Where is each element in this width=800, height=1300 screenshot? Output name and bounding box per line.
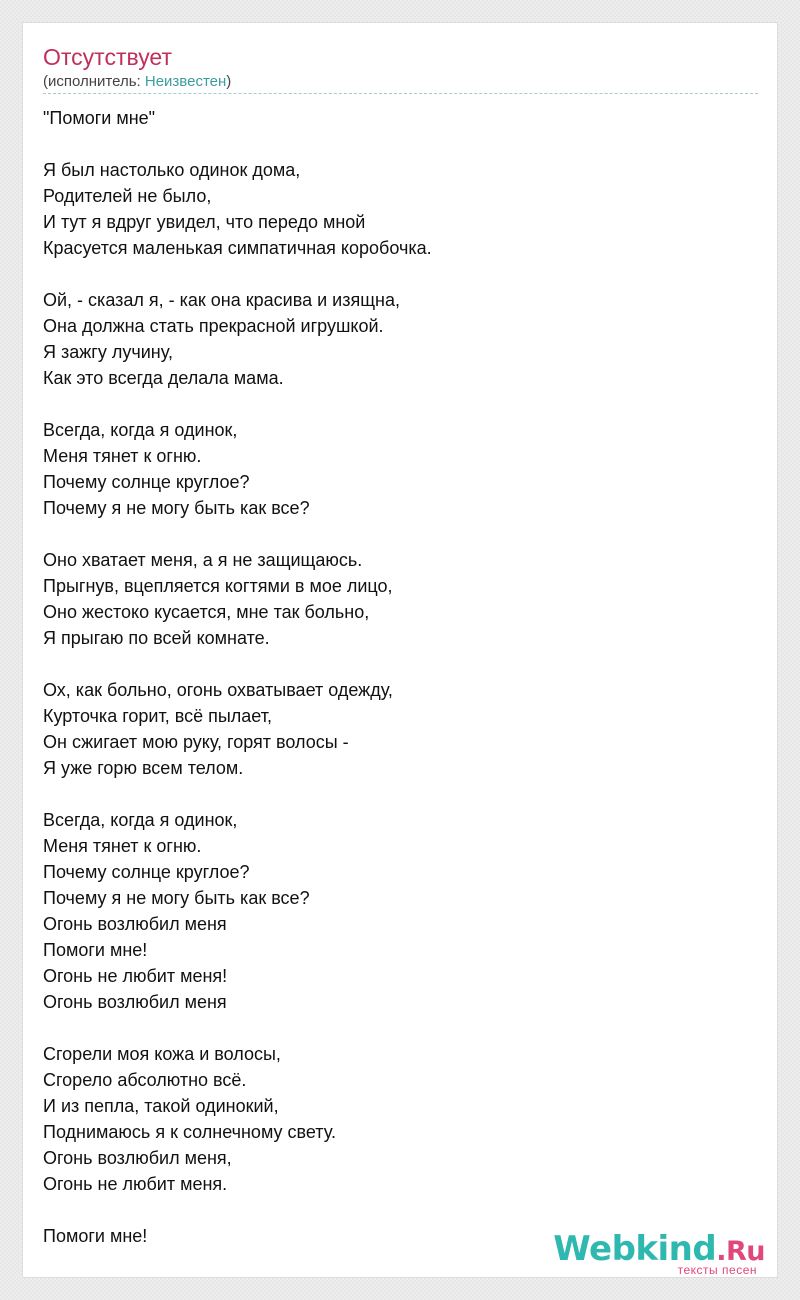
lyrics-line: Почему солнце круглое? bbox=[43, 472, 250, 492]
lyrics-line: Огонь возлюбил меня bbox=[43, 992, 227, 1012]
lyrics-line: Я уже горю всем телом. bbox=[43, 758, 244, 778]
artist-suffix: ) bbox=[226, 73, 232, 90]
lyrics-line: Огонь возлюбил меня bbox=[43, 914, 227, 934]
lyrics-blank-line bbox=[43, 651, 758, 677]
lyrics-blank-line bbox=[43, 391, 758, 417]
lyrics-line: Оно хватает меня, а я не защищаюсь. bbox=[43, 550, 363, 570]
lyrics-blank-line bbox=[43, 131, 758, 157]
lyrics-text bbox=[43, 105, 758, 1249]
lyrics-line: Поднимаюсь я к солнечному свету. bbox=[43, 1122, 336, 1142]
lyrics-line: Он сжигает мою руку, горят волосы - bbox=[43, 732, 349, 752]
lyrics-line: Сгорело абсолютно всё. bbox=[43, 1070, 247, 1090]
logo-tagline: тексты песен bbox=[677, 1263, 757, 1277]
lyrics-line: И из пепла, такой одинокий, bbox=[43, 1096, 279, 1116]
lyrics-line: Она должна стать прекрасной игрушкой. bbox=[43, 316, 384, 336]
lyrics-line: Огонь не любит меня! bbox=[43, 966, 228, 986]
lyrics-line: Огонь не любит меня. bbox=[43, 1174, 228, 1194]
lyrics-line: Меня тянет к огню. bbox=[43, 836, 202, 856]
lyrics-line: Сгорели моя кожа и волосы, bbox=[43, 1044, 281, 1064]
lyrics-blank-line bbox=[43, 261, 758, 287]
lyrics-line: Как это всегда делала мама. bbox=[43, 368, 284, 388]
lyrics-line: "Помоги мне" bbox=[43, 108, 156, 128]
lyrics-blank-line bbox=[43, 781, 758, 807]
lyrics-blank-line bbox=[43, 521, 758, 547]
lyrics-line: Я зажгу лучину, bbox=[43, 342, 173, 362]
lyrics-line: Огонь возлюбил меня, bbox=[43, 1148, 232, 1168]
lyrics-line: Прыгнув, вцепляется когтями в мое лицо, bbox=[43, 576, 393, 596]
song-title: Отсутствует bbox=[43, 44, 172, 70]
lyrics-card bbox=[22, 22, 778, 1278]
artist-link[interactable]: Неизвестен bbox=[144, 73, 227, 90]
lyrics-line: Я был настолько одинок дома, bbox=[43, 160, 301, 180]
lyrics-line: Меня тянет к огню. bbox=[43, 446, 202, 466]
lyrics-line: Всегда, когда я одинок, bbox=[43, 810, 238, 830]
lyrics-line: Помоги мне! bbox=[43, 1226, 148, 1246]
lyrics-line: Родителей не было, bbox=[43, 186, 212, 206]
lyrics-line: Ой, - сказал я, - как она красива и изящна, bbox=[43, 290, 400, 310]
lyrics-line: Почему я не могу быть как все? bbox=[43, 888, 310, 908]
lyrics-line: И тут я вдруг увидел, что передо мной bbox=[43, 212, 366, 232]
site-logo[interactable] bbox=[553, 1230, 765, 1275]
lyrics-line: Я прыгаю по всей комнате. bbox=[43, 628, 270, 648]
lyrics-blank-line bbox=[43, 1197, 758, 1223]
logo-name: Webkind bbox=[553, 1229, 717, 1269]
lyrics-blank-line bbox=[43, 1015, 758, 1041]
lyrics-line: Почему я не могу быть как все? bbox=[43, 498, 310, 518]
header-divider bbox=[43, 93, 758, 94]
artist-prefix: (исполнитель: bbox=[43, 73, 145, 90]
lyrics-line: Красуется маленькая симпатичная коробочка. bbox=[43, 238, 432, 258]
lyrics-line: Оно жестоко кусается, мне так больно, bbox=[43, 602, 370, 622]
lyrics-line: Всегда, когда я одинок, bbox=[43, 420, 238, 440]
lyrics-line: Курточка горит, всё пылает, bbox=[43, 706, 272, 726]
lyrics-line: Помоги мне! bbox=[43, 940, 148, 960]
logo-tld: .Ru bbox=[716, 1236, 765, 1267]
lyrics-line: Ох, как больно, огонь охватывает одежду, bbox=[43, 680, 393, 700]
artist-line bbox=[43, 73, 231, 91]
lyrics-line: Почему солнце круглое? bbox=[43, 862, 250, 882]
